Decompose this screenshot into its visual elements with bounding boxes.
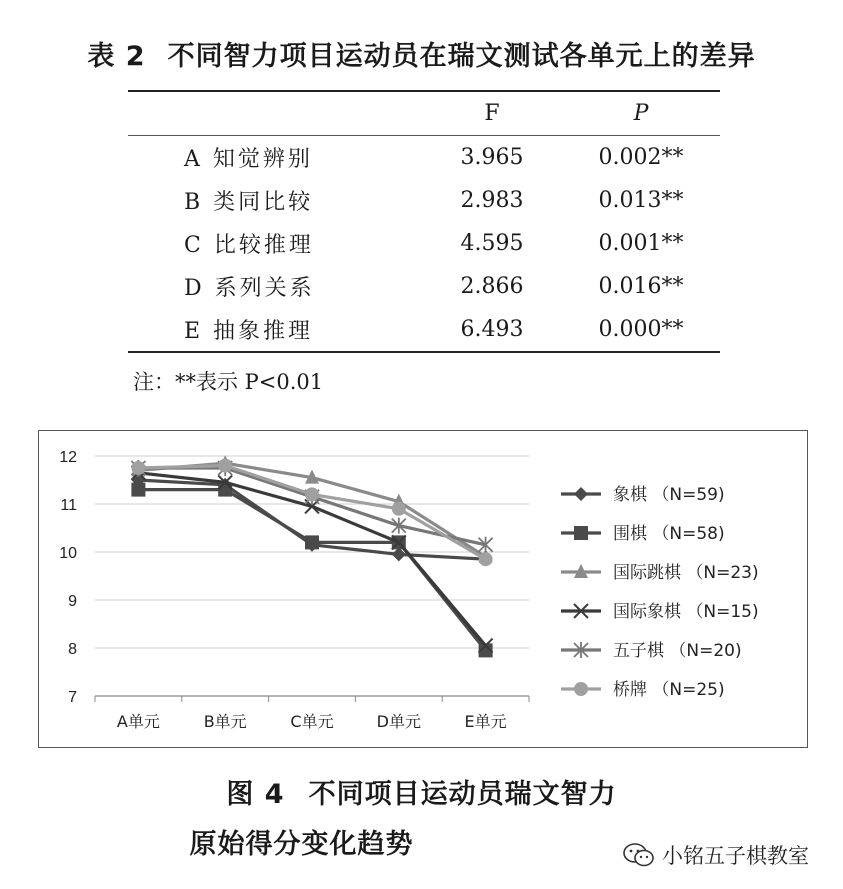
row-p: 0.013**: [598, 188, 684, 213]
y-tick-label: 10: [59, 545, 77, 562]
table-label: 表 2: [87, 41, 146, 72]
figure-title-line1: [0, 772, 843, 811]
data-point: [131, 483, 145, 497]
row-f: 6.493: [460, 317, 524, 342]
data-point: [305, 535, 319, 549]
y-tick-label: 11: [60, 497, 77, 514]
row-unit: D 系列关系: [184, 276, 315, 301]
data-point: [305, 487, 319, 501]
results-table: [128, 90, 720, 353]
table-row: [128, 179, 720, 222]
wechat-icon: [622, 842, 656, 868]
x-tick-label: C单元: [290, 712, 334, 731]
legend-label: 五子棋 （N=20): [613, 641, 742, 661]
legend-marker: [574, 682, 588, 696]
legend-label: 国际跳棋 （N=23): [613, 563, 759, 583]
legend-marker: [574, 526, 588, 540]
table-header-row: [128, 91, 720, 136]
legend-marker: [574, 487, 588, 501]
x-tick-label: B单元: [203, 712, 247, 731]
data-point: [392, 502, 406, 516]
data-point: [218, 459, 232, 473]
series-line: [138, 490, 485, 651]
x-tick-label: E单元: [464, 712, 507, 731]
table-row: [128, 265, 720, 308]
row-f: 3.965: [460, 145, 524, 170]
row-f: 2.983: [460, 188, 524, 213]
legend-label: 象棋 （N=59): [613, 485, 725, 505]
header-p: P: [633, 101, 649, 126]
table-title: [0, 34, 843, 73]
figure-caption-1: 不同项目运动员瑞文智力: [308, 779, 617, 810]
chart-canvas: [39, 431, 807, 747]
row-unit: B 类同比较: [184, 190, 314, 215]
watermark: [622, 840, 809, 870]
line-chart: [38, 430, 808, 748]
row-p: 0.000**: [598, 317, 684, 342]
row-f: 2.866: [460, 274, 524, 299]
table-note: 注：**表示 P<0.01: [133, 370, 324, 394]
header-f: F: [484, 101, 500, 126]
data-point: [131, 461, 145, 475]
header-unit: [128, 91, 422, 136]
row-p: 0.002**: [598, 145, 684, 170]
row-unit: C 比较推理: [184, 233, 314, 258]
row-p: 0.016**: [598, 274, 684, 299]
x-tick-label: D单元: [376, 712, 421, 731]
table-row: [128, 136, 720, 180]
y-tick-label: 12: [59, 449, 77, 466]
x-tick-label: A单元: [116, 712, 160, 731]
row-p: 0.001**: [598, 231, 684, 256]
legend-label: 国际象棋 （N=15): [613, 602, 759, 622]
watermark-text: 小铭五子棋教室: [662, 844, 809, 868]
legend-label: 桥牌 （N=25): [613, 680, 725, 700]
table-caption: 不同智力项目运动员在瑞文测试各单元上的差异: [167, 41, 756, 72]
row-unit: E 抽象推理: [184, 319, 314, 344]
table-row: [128, 222, 720, 265]
y-tick-label: 9: [68, 593, 77, 610]
row-f: 4.595: [460, 231, 524, 256]
figure-caption-2: 原始得分变化趋势: [189, 829, 414, 860]
row-unit: A 知觉辨别: [184, 147, 313, 172]
y-tick-label: 7: [68, 689, 77, 706]
legend-label: 围棋 （N=58): [613, 524, 725, 544]
y-tick-label: 8: [68, 641, 77, 658]
data-point: [479, 552, 493, 566]
table-row: [128, 308, 720, 352]
figure-label: 图 4: [226, 779, 285, 810]
